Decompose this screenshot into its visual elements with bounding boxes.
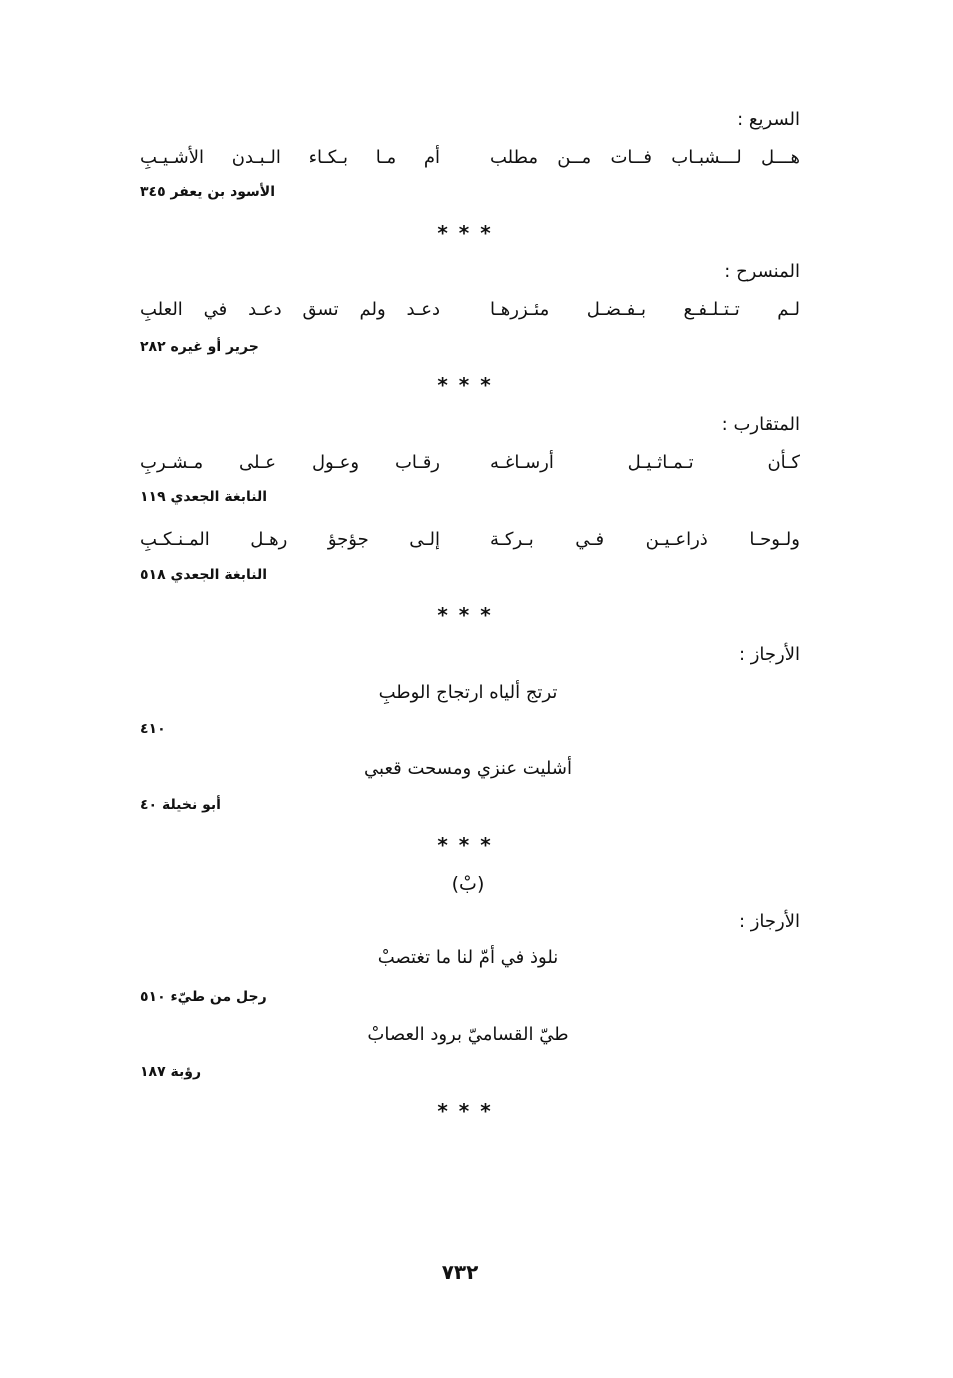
rhyme-heading: (بْ) <box>451 873 485 895</box>
verse-first-hemistich: ولـوحـا ذراعـيـن فـي بـركـة <box>490 529 800 550</box>
verse-first-hemistich: كـأن تـمـاثـيـل أرسـاغـه <box>490 452 800 473</box>
meter-heading: الأرجاز : <box>738 911 800 932</box>
verse-first-hemistich: لـم تـتـلـفـع بـفـضـل مئـزرهـا <box>490 299 800 320</box>
meter-heading: المتقارب : <box>721 414 800 435</box>
section-separator: * * * <box>437 603 493 627</box>
rajaz-line: أشليت عنزي ومسحت قعبي <box>364 758 572 779</box>
verse-second-hemistich: إلـى جؤجؤ رهـل المـنـكـبِ <box>140 529 440 550</box>
section-separator: * * * <box>437 221 493 245</box>
rajaz-line: ترتج ألياه ارتجاج الوطبِ <box>378 682 558 703</box>
meter-heading: الأرجاز : <box>738 644 800 665</box>
verse-attribution: رؤبة ١٨٧ <box>140 1064 202 1080</box>
verse-second-hemistich: رقـاب وعـول عـلى مـشـربِ <box>140 452 440 473</box>
verse-attribution: جرير أو غيره ٢٨٢ <box>140 339 259 355</box>
section-separator: * * * <box>437 1099 493 1123</box>
verse-second-hemistich: دعـد ولم تسق دعـد في العلبِ <box>140 299 440 320</box>
section-separator: * * * <box>437 373 493 397</box>
verse-attribution: النابغة الجعدي ١١٩ <box>140 489 268 505</box>
meter-heading: المنسرح : <box>724 261 800 282</box>
page-number: ٧٣٢ <box>441 1260 479 1284</box>
verse-attribution: ٤١٠ <box>140 721 166 737</box>
verse-attribution: النابغة الجعدي ٥١٨ <box>140 567 268 583</box>
verse-second-hemistich: أم مـا بـكـاء الـبـدن الأشـيـبِ <box>140 147 440 168</box>
verse-attribution: أبو نخيلة ٤٠ <box>140 797 221 813</box>
meter-heading: السريع : <box>737 109 800 130</box>
verse-attribution: رجل من طيّء ٥١٠ <box>140 989 267 1005</box>
rajaz-line: طيّ القساميّ برود العصابْ <box>367 1024 569 1045</box>
rajaz-line: نلوذ في أمّ لنا ما تغتصبْ <box>377 947 559 968</box>
verse-attribution: الأسود بن يعفر ٣٤٥ <box>140 184 276 200</box>
verse-first-hemistich: هـــل لـــشبـاب فــات مــن مطلب <box>490 147 800 168</box>
section-separator: * * * <box>437 833 493 857</box>
